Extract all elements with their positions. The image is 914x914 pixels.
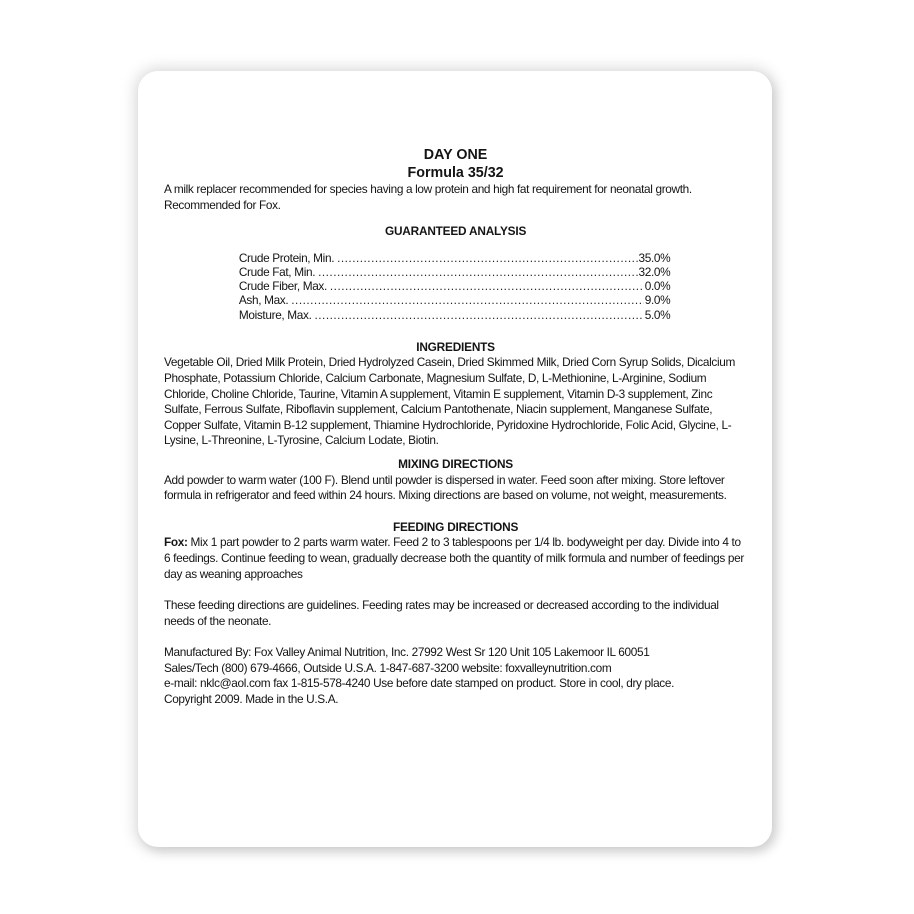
label-content [164,147,747,708]
analysis-row [239,265,670,279]
feeding-directions-body: Mix 1 part powder to 2 parts warm water. Feed 2 to 3 tablespoons per 1/4 lb. bodyweight per day. Divide into 4 to 6 feedings. Continue feeding to wean, gradually decrease both the quantity of milk formula and number of feedings per day as weaning approaches [164,535,744,581]
manufacturer-info [164,645,747,707]
analysis-value: 5.0% [644,307,671,322]
analysis-label: Ash, Max. [238,293,289,308]
analysis-row [239,293,670,307]
feeding-directions-text [164,535,747,582]
dot-leader [330,279,644,293]
guaranteed-analysis-heading: GUARANTEED ANALYSIS [384,224,527,239]
mixing-directions-text: Add powder to warm water (100 F). Blend until powder is dispersed in water. Feed soon after mixing. Store leftover formula in refrigerator and feed within 24 hours. Mixing directions are based on volume, not weight, measurements. [164,472,727,503]
analysis-label: Moisture, Max. [238,307,312,322]
mixing-directions-heading: MIXING DIRECTIONS [398,456,513,471]
ingredients-text: Vegetable Oil, Dried Milk Protein, Dried Hydrolyzed Casein, Dried Skimmed Milk, Dried Corn Syrup Solids, Dicalcium Phosphate, Potassium Chloride, Calcium Carbonate, Magnesium Sulfate, D, L-Methionine, L-Arginine, Sodium Chloride, Choline Chloride, Taurine, Vitamin A supplement, Vitamin E supplement, Vitamin D-3 supplement, Zinc Sulfate, Ferrous Sulfate, Riboflavin supplement, Calcium Pantothenate, Niacin supplement, Manganese Sulfate, Copper Sulfate, Vitamin B-12 supplement, Thiamine Hydrochloride, Pyridoxine Hydrochloride, Folic Acid, Glycine, L-Lysine, L-Threonine, L-Tyrosine, Calcium Lodate, Biotin. [164,355,735,448]
analysis-row [239,279,670,293]
product-label-card [138,71,772,847]
manufacturer-address: Manufactured By: Fox Valley Animal Nutrition, Inc. 27992 West Sr 120 Unit 105 Lakemoor IL 60051 [164,645,650,660]
dot-leader [291,293,643,307]
analysis-row [239,251,670,265]
analysis-label: Crude Protein, Min. [238,250,335,265]
intro-text: A milk replacer recommended for species having a low protein and high fat requirement for neonatal growth. Recommended for Fox. [164,182,692,212]
analysis-label: Crude Fat, Min. [238,264,316,279]
formula-name: Formula 35/32 [407,164,504,181]
guaranteed-analysis-table [239,251,670,322]
species-label: Fox: [164,535,188,550]
guidelines-text: These feeding directions are guidelines. Feeding rates may be increased or decreased according to the individual needs of the neonate. [164,598,719,628]
analysis-value: 0.0% [644,279,671,294]
analysis-value: 9.0% [644,293,671,308]
dot-leader [318,265,637,279]
manufacturer-contact: Sales/Tech (800) 679-4666, Outside U.S.A. 1-847-687-3200 website: foxvalleynutrition.com [164,660,612,675]
analysis-value: 32.0% [638,264,671,279]
analysis-label: Crude Fiber, Max. [238,279,327,294]
manufacturer-email-storage: e-mail: nklc@aol.com fax 1-815-578-4240 Use before date stamped on product. Store in cool, dry place. [164,676,675,691]
copyright: Copyright 2009. Made in the U.S.A. [164,692,339,707]
product-name: DAY ONE [423,147,488,163]
feeding-directions-heading: FEEDING DIRECTIONS [392,519,519,534]
ingredients-heading: INGREDIENTS [416,339,495,354]
analysis-row [239,308,670,322]
dot-leader [315,308,644,322]
analysis-value: 35.0% [638,250,671,265]
dot-leader [337,251,637,265]
